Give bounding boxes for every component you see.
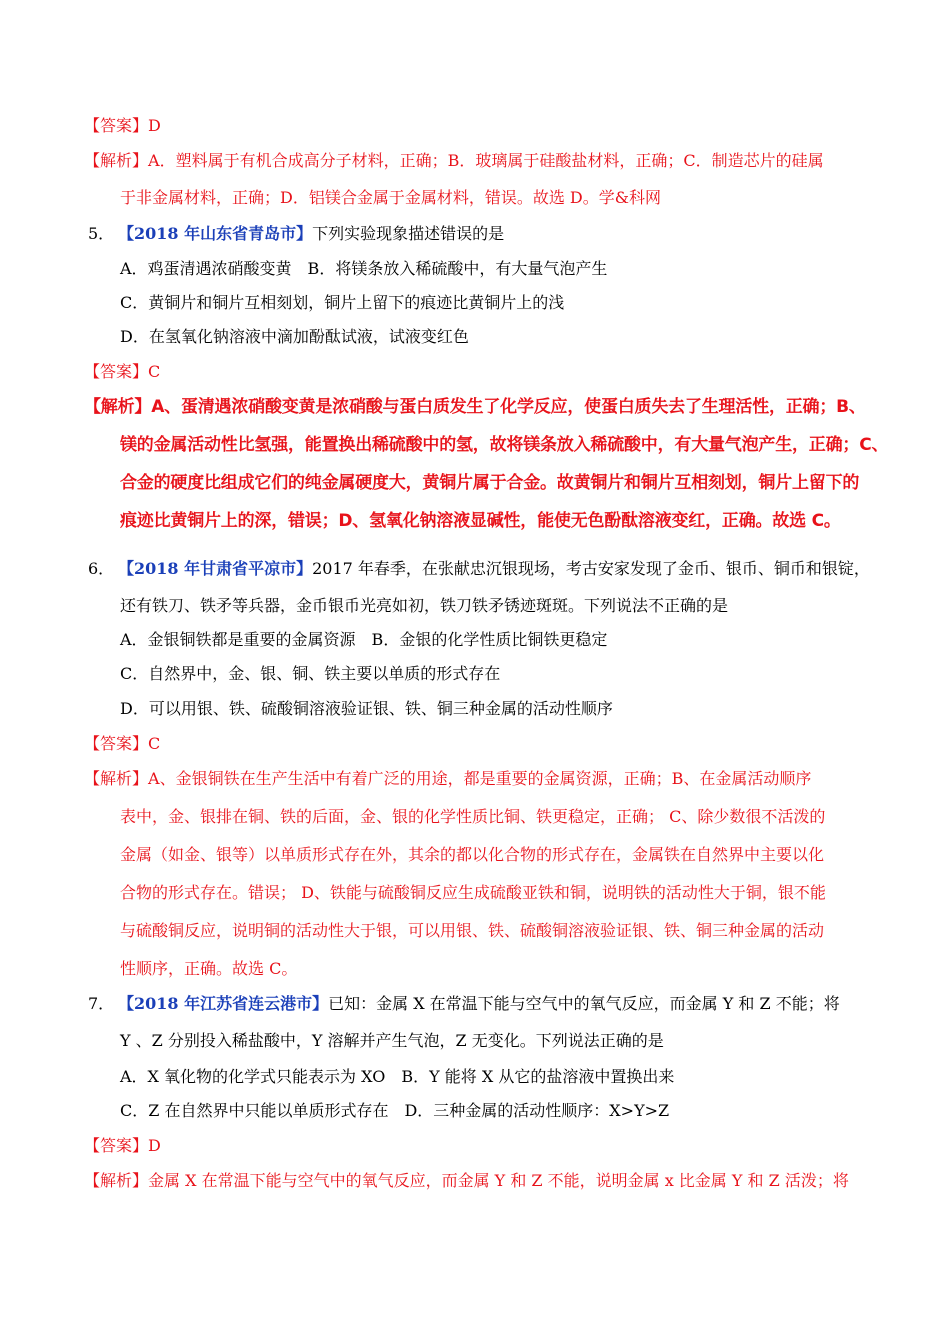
option-line: C．Z 在自然界中只能以单质形式存在 D．三种金属的活动性顺序：X>Y>Z: [120, 1101, 670, 1120]
answer-tag: 【答案】: [84, 116, 149, 135]
question-number: 6．: [88, 559, 115, 578]
answer-value: C: [148, 734, 161, 753]
question-source: 【2018 年江苏省连云港市】: [118, 994, 329, 1013]
question-text: 已知：金属 X 在常温下能与空气中的氧气反应，而金属 Y 和 Z 不能；将: [328, 994, 840, 1013]
analysis-line: [84, 150, 824, 172]
analysis-line: 与硫酸铜反应，说明铜的活动性大于银，可以用银、铁、硫酸铜溶液验证银、铁、铜三种金属的活动: [120, 921, 825, 940]
option-line: A．金银铜铁都是重要的金属资源 B．金银的化学性质比铜铁更稳定: [120, 630, 608, 649]
answer-line: [84, 361, 160, 383]
question-6-stem: [88, 558, 870, 580]
answer-value: D: [148, 1136, 161, 1155]
analysis-line: 【解析】A、蛋清遇浓硝酸变黄是浓硝酸与蛋白质发生了化学反应，使蛋白质失去了生理活性，正确；B、: [84, 397, 866, 417]
analysis-line: [84, 1170, 849, 1192]
question-text: 2017 年春季，在张献忠沉银现场，考古安家发现了金币、银币、铜币和银锭，: [312, 559, 870, 578]
option-line: D．在氢氧化钠溶液中滴加酚酞试液，试液变红色: [120, 327, 469, 346]
option-line: C．黄铜片和铜片互相刻划，铜片上留下的痕迹比黄铜片上的浅: [120, 293, 565, 312]
answer-line: [84, 115, 161, 137]
analysis-tag: 【解析】: [84, 151, 149, 170]
analysis-line: 镁的金属活动性比氢强，能置换出稀硫酸中的氢，故将镁条放入稀硫酸中，有大量气泡产生，正确；C、: [120, 435, 889, 455]
analysis-line: 于非金属材料，正确；D．铝镁合金属于金属材料，错误。故选 D。学&科网: [120, 188, 661, 207]
analysis-line: 合物的形式存在。错误； D、铁能与硫酸铜反应生成硫酸亚铁和铜，说明铁的活动性大于铜，银不能: [120, 883, 826, 902]
question-number: 7．: [88, 994, 115, 1013]
analysis-text: A、金银铜铁在生产生活中有着广泛的用途，都是重要的金属资源，正确；B、在金属活动顺序: [148, 769, 812, 788]
question-source: 【2018 年山东省青岛市】: [118, 224, 313, 243]
analysis-line: 性顺序，正确。故选 C。: [120, 959, 298, 978]
analysis-text: 金属 X 在常温下能与空气中的氧气反应，而金属 Y 和 Z 不能，说明金属 x 比金属 Y 和 Z 活泼；将: [148, 1171, 849, 1190]
question-5-stem: [88, 223, 504, 245]
option-line: A．鸡蛋清遇浓硝酸变黄 B．将镁条放入稀硫酸中，有大量气泡产生: [120, 259, 608, 278]
analysis-line: 痕迹比黄铜片上的深，错误；D、氢氧化钠溶液显碱性，能使无色酚酞溶液变红，正确。故选 C。: [120, 511, 841, 531]
answer-tag: 【答案】: [84, 1136, 149, 1155]
answer-value: D: [148, 116, 161, 135]
analysis-line: 金属（如金、银等）以单质形式存在外，其余的都以化合物的形式存在，金属铁在自然界中主要以化: [120, 845, 825, 864]
question-text: Y 、Z 分别投入稀盐酸中，Y 溶解并产生气泡，Z 无变化。下列说法正确的是: [120, 1031, 664, 1050]
analysis-line: 合金的硬度比组成它们的纯金属硬度大，黄铜片属于合金。故黄铜片和铜片互相刻划，铜片上留下的: [120, 473, 860, 493]
question-source: 【2018 年甘肃省平凉市】: [118, 559, 313, 578]
option-line: A．X 氧化物的化学式只能表示为 XO B．Y 能将 X 从它的盐溶液中置换出来: [120, 1067, 675, 1086]
option-line: D．可以用银、铁、硫酸铜溶液验证银、铁、铜三种金属的活动性顺序: [120, 699, 613, 718]
answer-tag: 【答案】: [84, 734, 149, 753]
answer-value: C: [148, 362, 161, 381]
analysis-line: 表中，金、银排在铜、铁的后面，金、银的化学性质比铜、铁更稳定，正确； C、除少数很不活泼的: [120, 807, 826, 826]
analysis-line: [84, 768, 811, 790]
answer-line: [84, 1135, 161, 1157]
answer-line: [84, 733, 160, 755]
question-text: 还有铁刀、铁矛等兵器，金币银币光亮如初，铁刀铁矛锈迹斑斑。下列说法不正确的是: [120, 596, 729, 615]
question-text: 下列实验现象描述错误的是: [312, 224, 505, 243]
question-number: 5．: [88, 224, 115, 243]
analysis-tag: 【解析】: [84, 769, 149, 788]
analysis-text: A．塑料属于有机合成高分子材料，正确；B．玻璃属于硅酸盐材料，正确；C．制造芯片的硅属: [148, 151, 824, 170]
question-7-stem: [88, 993, 840, 1015]
answer-tag: 【答案】: [84, 362, 149, 381]
analysis-tag: 【解析】: [84, 1171, 149, 1190]
option-line: C．自然界中，金、银、铜、铁主要以单质的形式存在: [120, 664, 501, 683]
